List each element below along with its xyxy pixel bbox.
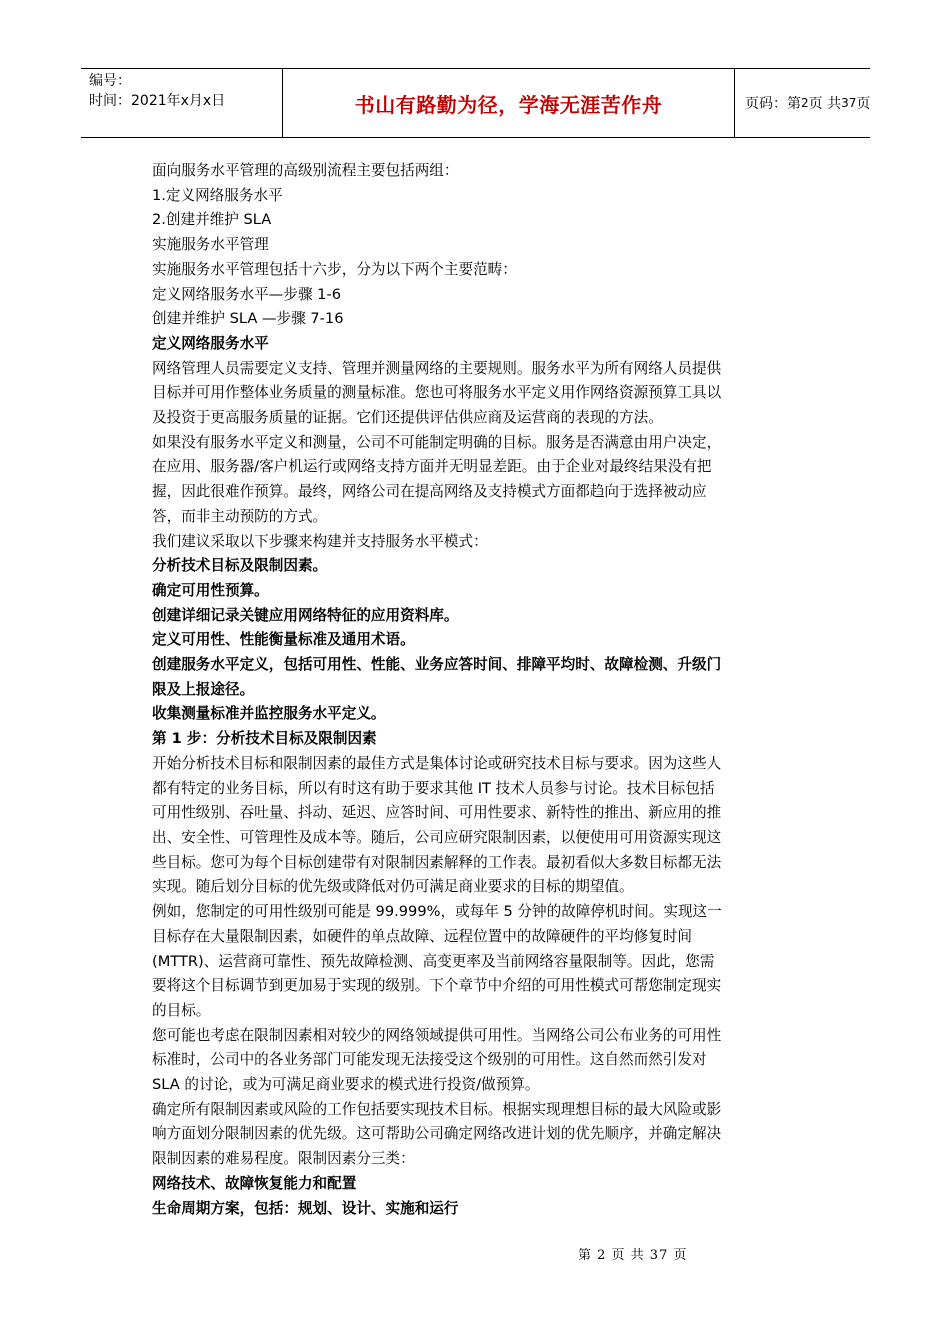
bold-text-line: 确定可用性预算。 — [152, 581, 269, 599]
text-line: 我们建议采取以下步骤来构建并支持服务水平模式： — [152, 532, 488, 550]
text-line: 的目标。 — [152, 1001, 211, 1019]
text-line: 开始分析技术目标和限制因素的最佳方式是集体讨论或研究技术目标与要求。因为这些人 — [152, 754, 722, 772]
page-footer: 第 2 页 共 37 页 — [578, 1248, 688, 1263]
text-line: 都有特定的业务目标，所以有时这有助于要求其他 IT 技术人员参与讨论。技术目标包括 — [152, 779, 715, 797]
text-line: 实现。随后划分目标的优先级或降低对仍可满足商业要求的目标的期望值。 — [152, 878, 634, 896]
text-line: 面向服务水平管理的高级别流程主要包括两组： — [152, 162, 459, 179]
document-body — [152, 159, 792, 1221]
text-line: 如果没有服务水平定义和测量，公司不可能制定明确的目标。服务是否满意由用户决定， — [152, 433, 722, 451]
text-line: 创建并维护 SLA —步骤 7-16 — [152, 310, 344, 328]
text-line: 答，而非主动预防的方式。 — [152, 507, 328, 525]
text-line: 握，因此很难作预算。最终，网络公司在提高网络及支持模式方面都趋向于选择被动应 — [152, 483, 707, 501]
bold-text-line: 创建服务水平定义，包括可用性、性能、业务应答时间、排障平均时、故障检测、升级门 — [152, 656, 722, 674]
text-line: 响方面划分限制因素的优先级。这可帮助公司确定网络改进计划的优先顺序，并确定解决 — [152, 1125, 722, 1143]
text-line: 标准时，公司中的各业务部门可能发现无法接受这个级别的可用性。这自然而然引发对 — [152, 1051, 707, 1069]
page-prefix: 页码：第 — [745, 96, 801, 112]
bold-text-line: 限及上报途径。 — [152, 680, 255, 698]
header-motto-cell — [283, 69, 735, 137]
text-line: SLA 的讨论，或为可满足商业要求的模式进行投资/做预算。 — [152, 1076, 540, 1094]
text-line: 出、安全性、可管理性及成本等。随后，公司应研究限制因素，以便使用可用资源实现这 — [152, 828, 722, 846]
text-line: 要将这个目标调节到更加易于实现的级别。下个章节中介绍的可用性模式可帮您制定现实 — [152, 977, 722, 995]
text-line: 您可能也考虑在限制因素相对较少的网络领域提供可用性。当网络公司公布业务的可用性 — [152, 1026, 722, 1044]
text-line: 1.定义网络服务水平 — [152, 186, 283, 204]
text-line: 网络管理人员需要定义支持、管理并测量网络的主要规则。服务水平为所有网络人员提供 — [152, 359, 722, 377]
bold-text-line: 网络技术、故障恢复能力和配置 — [152, 1174, 357, 1192]
bold-text-line: 第 1 步：分析技术目标及限制因素 — [152, 730, 377, 748]
text-line: 些目标。您可为每个目标创建带有对限制因素解释的工作表。最初看似大多数目标都无法 — [152, 853, 722, 871]
text-line: 实施服务水平管理 — [152, 236, 269, 254]
page-mid: 页 共 — [808, 96, 842, 112]
bold-text-line: 定义网络服务水平 — [152, 334, 269, 352]
text-line: 目标存在大量限制因素，如硬件的单点故障、远程位置中的故障硬件的平均修复时间 — [152, 927, 692, 945]
text-line: 及投资于更高服务质量的证据。它们还提供评估供应商及运营商的表现的方法。 — [152, 409, 663, 427]
document-time: 时间：2021年x月x日 — [89, 93, 226, 109]
text-line: 例如，您制定的可用性级别可能是 99.999%，或每年 5 分钟的故障停机时间。实现这一 — [152, 903, 722, 921]
text-line: 限制因素的难易程度。限制因素分三类： — [152, 1150, 415, 1168]
page-total: 37 — [841, 96, 857, 110]
text-line: 在应用、服务器/客户机运行或网络支持方面并无明显差距。由于企业对最终结果没有把 — [152, 458, 712, 476]
text-line: (MTTR)、运营商可靠性、预先故障检测、高变更率及当前网络容量限制等。因此，您需 — [152, 952, 715, 970]
header-meta — [81, 69, 283, 137]
header-motto: 书山有路勤为径，学海无涯苦作舟 — [354, 92, 663, 117]
bold-text-line: 定义可用性、性能衡量标准及通用术语。 — [152, 631, 415, 649]
text-line: 定义网络服务水平—步骤 1-6 — [152, 285, 342, 303]
bold-text-line: 生命周期方案，包括：规划、设计、实施和运行 — [152, 1199, 459, 1217]
page-current: 2 — [801, 96, 809, 110]
text-line: 可用性级别、吞吐量、抖动、延迟、应答时间、可用性要求、新特性的推出、新应用的推 — [152, 804, 722, 822]
page-suffix: 页 — [856, 96, 871, 112]
bold-text-line: 创建详细记录关键应用网络特征的应用资料库。 — [152, 606, 459, 624]
text-line: 确定所有限制因素或风险的工作包括要实现技术目标。根据实现理想目标的最大风险或影 — [152, 1100, 722, 1118]
header-page-info — [735, 69, 870, 137]
text-line: 目标并可用作整体业务质量的测量标准。您也可将服务水平定义用作网络资源预算工具以 — [152, 384, 722, 402]
page-header — [81, 68, 870, 138]
document-number-label: 编号： — [89, 73, 131, 89]
bold-text-line: 分析技术目标及限制因素。 — [152, 557, 328, 575]
bold-text-line: 收集测量标准并监控服务水平定义。 — [152, 705, 386, 723]
text-line: 2.创建并维护 SLA — [152, 211, 272, 229]
text-line: 实施服务水平管理包括十六步，分为以下两个主要范畴： — [152, 260, 517, 278]
